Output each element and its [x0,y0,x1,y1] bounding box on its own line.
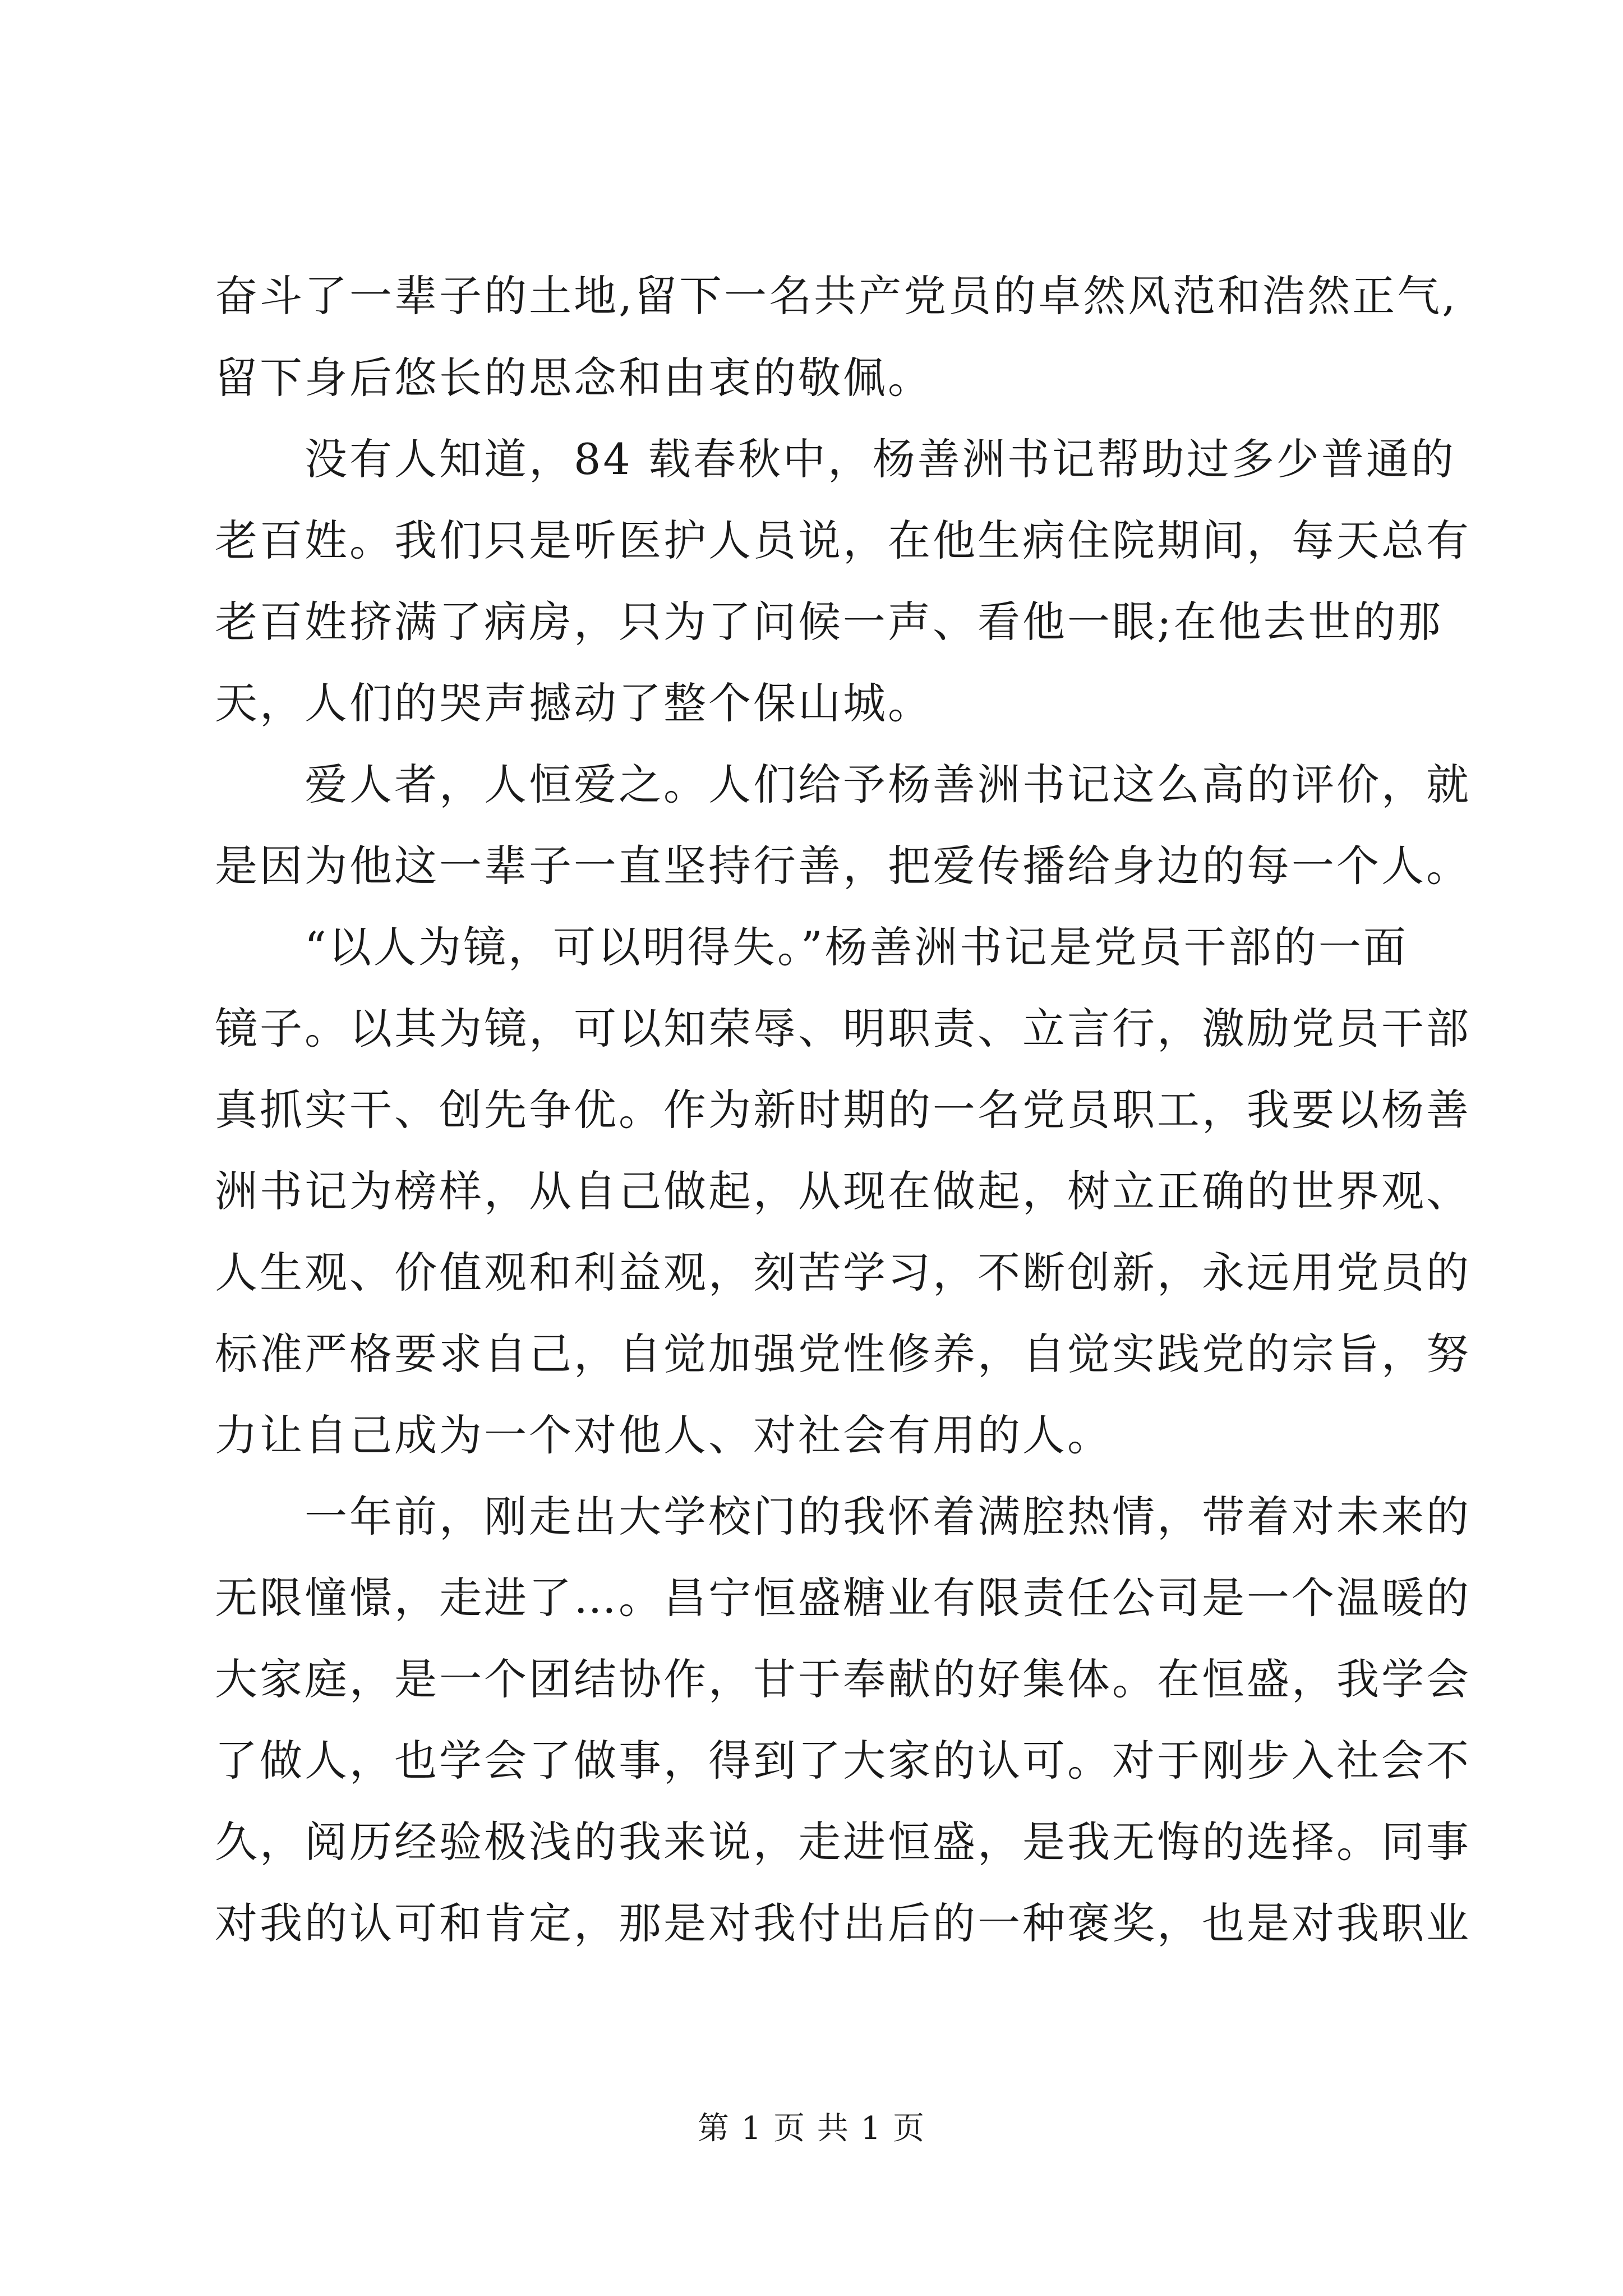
text-line: 老百姓。我们只是听医护人员说，在他生病住院期间，每天总有 [215,516,1471,565]
text-line: 无限憧憬，走进了…。昌宁恒盛糖业有限责任公司是一个温暖的 [215,1573,1471,1623]
text-line: 爱人者，人恒爱之。人们给予杨善洲书记这么高的评价，就 [215,760,1471,809]
text-line: 真抓实干、创先争优。作为新时期的一名党员职工，我要以杨善 [215,1085,1471,1135]
text-line: 标准严格要求自己，自觉加强党性修养，自觉实践党的宗旨，努 [215,1329,1471,1379]
text-line: 对我的认可和肯定，那是对我付出后的一种褒奖，也是对我职业 [215,1898,1471,1948]
page-number-label: 第 1 页 共 1 页 [697,2110,926,2147]
text-line: 老百姓挤满了病房，只为了问候一声、看他一眼;在他去世的那 [215,597,1443,647]
text-line: 一年前，刚走出大学校门的我怀着满腔热情，带着对未来的 [215,1492,1471,1542]
text-line: 留下身后悠长的思念和由衷的敬佩。 [215,353,933,403]
text-line: “以人为镜，可以明得失。”杨善洲书记是党员干部的一面 [215,922,1408,972]
text-line: 镜子。以其为镜，可以知荣辱、明职责、立言行，激励党员干部 [215,1004,1471,1053]
text-line: 大家庭，是一个团结协作，甘于奉献的好集体。在恒盛，我学会 [215,1654,1471,1704]
text-line: 久，阅历经验极浅的我来说，走进恒盛，是我无悔的选择。同事 [215,1817,1471,1867]
text-line: 没有人知道，84 载春秋中，杨善洲书记帮助过多少普通的 [215,434,1456,484]
text-line: 奋斗了一辈子的土地,留下一名共产党员的卓然风范和浩然正气, [215,271,1458,321]
text-line: 人生观、价值观和利益观，刻苦学习，不断创新，永远用党员的 [215,1248,1471,1297]
text-line: 力让自己成为一个对他人、对社会有用的人。 [215,1410,1112,1460]
text-line: 洲书记为榜样，从自己做起，从现在做起，树立正确的世界观、 [215,1166,1471,1216]
text-line: 了做人，也学会了做事，得到了大家的认可。对于刚步入社会不 [215,1736,1471,1786]
text-line: 天，人们的哭声撼动了整个保山城。 [215,678,933,728]
page-footer [0,2106,1623,2151]
body-text [215,255,1471,1964]
text-line: 是因为他这一辈子一直坚持行善，把爱传播给身边的每一个人。 [215,841,1471,891]
